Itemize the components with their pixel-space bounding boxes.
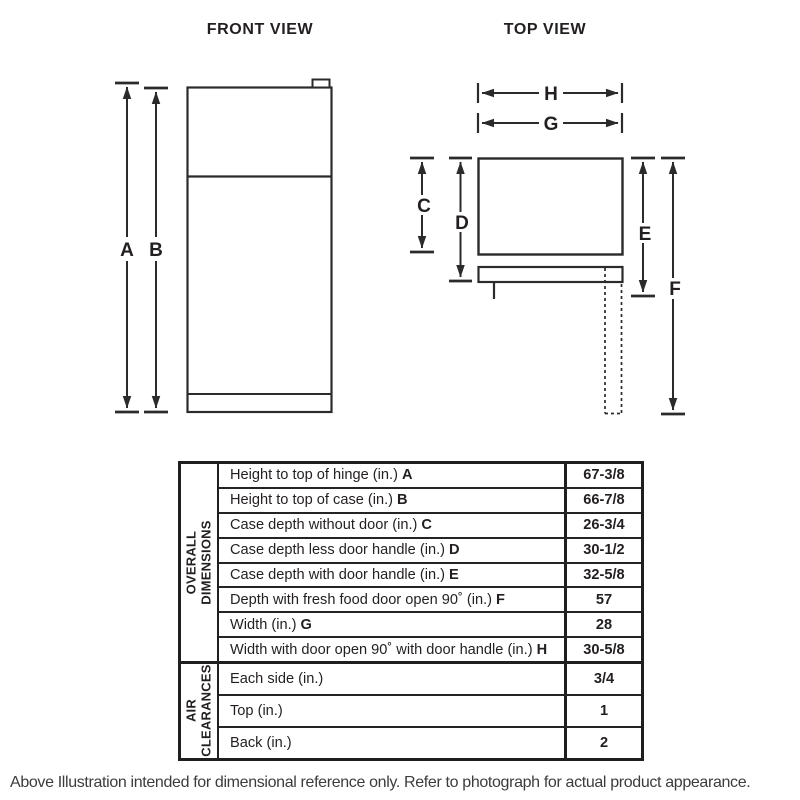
spec-value: 66-7/8 — [564, 489, 641, 512]
overall-dimensions-section — [181, 464, 641, 661]
air-clearances-header-text — [184, 665, 213, 757]
spec-key: E — [448, 566, 459, 583]
spec-label — [219, 539, 564, 562]
spec-value: 57 — [564, 588, 641, 611]
label-F: F — [669, 279, 681, 300]
spec-label — [219, 664, 564, 694]
table-row — [219, 696, 641, 728]
spec-value: 30-1/2 — [564, 539, 641, 562]
front-view-title: FRONT VIEW — [206, 21, 314, 38]
footer-disclaimer: Above Illustration intended for dimensional reference only. Refer to photograph for actual product appearance. — [10, 774, 751, 791]
dimensions-table — [178, 461, 644, 761]
spec-label-text: Top (in.) — [230, 703, 283, 719]
spec-label — [219, 588, 564, 611]
spec-label-text: Case depth with door handle (in.) — [230, 566, 445, 583]
spec-value: 26-3/4 — [564, 514, 641, 537]
header-line1: AIR — [183, 699, 199, 723]
spec-key: H — [536, 641, 548, 658]
air-rows — [219, 664, 641, 758]
spec-value: 67-3/8 — [564, 464, 641, 487]
fridge-outline — [188, 88, 332, 413]
case-outline-top — [479, 159, 623, 255]
spec-label — [219, 696, 564, 726]
spec-value: 28 — [564, 613, 641, 636]
table-row — [219, 588, 641, 613]
table-row — [219, 564, 641, 589]
front-view-drawing — [115, 80, 332, 413]
spec-value: 32-5/8 — [564, 564, 641, 587]
label-G: G — [543, 114, 559, 135]
hinge-detail — [313, 80, 330, 88]
table-row — [219, 728, 641, 758]
label-H: H — [544, 84, 558, 105]
spec-key: G — [300, 616, 312, 633]
spec-label-text: Depth with fresh food door open 90˚ (in.) — [230, 591, 493, 608]
label-D: D — [455, 213, 469, 234]
spec-key: B — [397, 492, 408, 509]
spec-label-text: Width with door open 90˚ with door handle (in.) — [230, 641, 533, 658]
table-row — [219, 539, 641, 564]
header-line2: DIMENSIONS — [198, 520, 213, 605]
spec-label — [219, 514, 564, 537]
header-line2: CLEARANCES — [198, 664, 214, 758]
label-A: A — [120, 240, 134, 261]
spec-value: 30-5/8 — [564, 638, 641, 661]
table-row — [219, 464, 641, 489]
spec-label-text: Height to top of hinge (in.) — [230, 467, 398, 484]
table-row — [219, 489, 641, 514]
spec-label — [219, 613, 564, 636]
spec-value: 1 — [564, 696, 641, 726]
table-row — [219, 613, 641, 638]
spec-value: 3/4 — [564, 664, 641, 694]
table-row — [219, 664, 641, 696]
air-clearances-header — [181, 664, 219, 758]
spec-label-text: Height to top of case (in.) — [230, 492, 394, 509]
spec-label-text: Each side (in.) — [230, 671, 324, 687]
label-E: E — [638, 224, 652, 245]
spec-label — [219, 464, 564, 487]
open-door-dotted — [605, 268, 622, 414]
label-C: C — [417, 196, 431, 217]
spec-label — [219, 489, 564, 512]
overall-rows — [219, 464, 641, 661]
spec-key: D — [448, 542, 460, 559]
top-view-title: TOP VIEW — [503, 21, 587, 38]
spec-label — [219, 728, 564, 758]
overall-dimensions-header — [181, 464, 219, 661]
spec-label — [219, 564, 564, 587]
spec-label-text: Width (in.) — [230, 616, 297, 633]
spec-label-text: Case depth less door handle (in.) — [230, 542, 445, 559]
spec-key: C — [421, 517, 432, 534]
spec-label-text: Case depth without door (in.) — [230, 517, 418, 534]
spec-value: 2 — [564, 728, 641, 758]
table-row — [219, 638, 641, 661]
spec-label — [219, 638, 564, 661]
door-outline-top — [479, 267, 623, 282]
label-B: B — [149, 240, 163, 261]
overall-dimensions-header-text — [184, 520, 213, 604]
spec-label-text: Back (in.) — [230, 735, 292, 751]
air-clearances-section — [181, 661, 641, 758]
table-row — [219, 514, 641, 539]
spec-key: A — [401, 467, 413, 484]
header-line1: OVERALL — [183, 530, 199, 595]
spec-key: F — [496, 591, 505, 608]
